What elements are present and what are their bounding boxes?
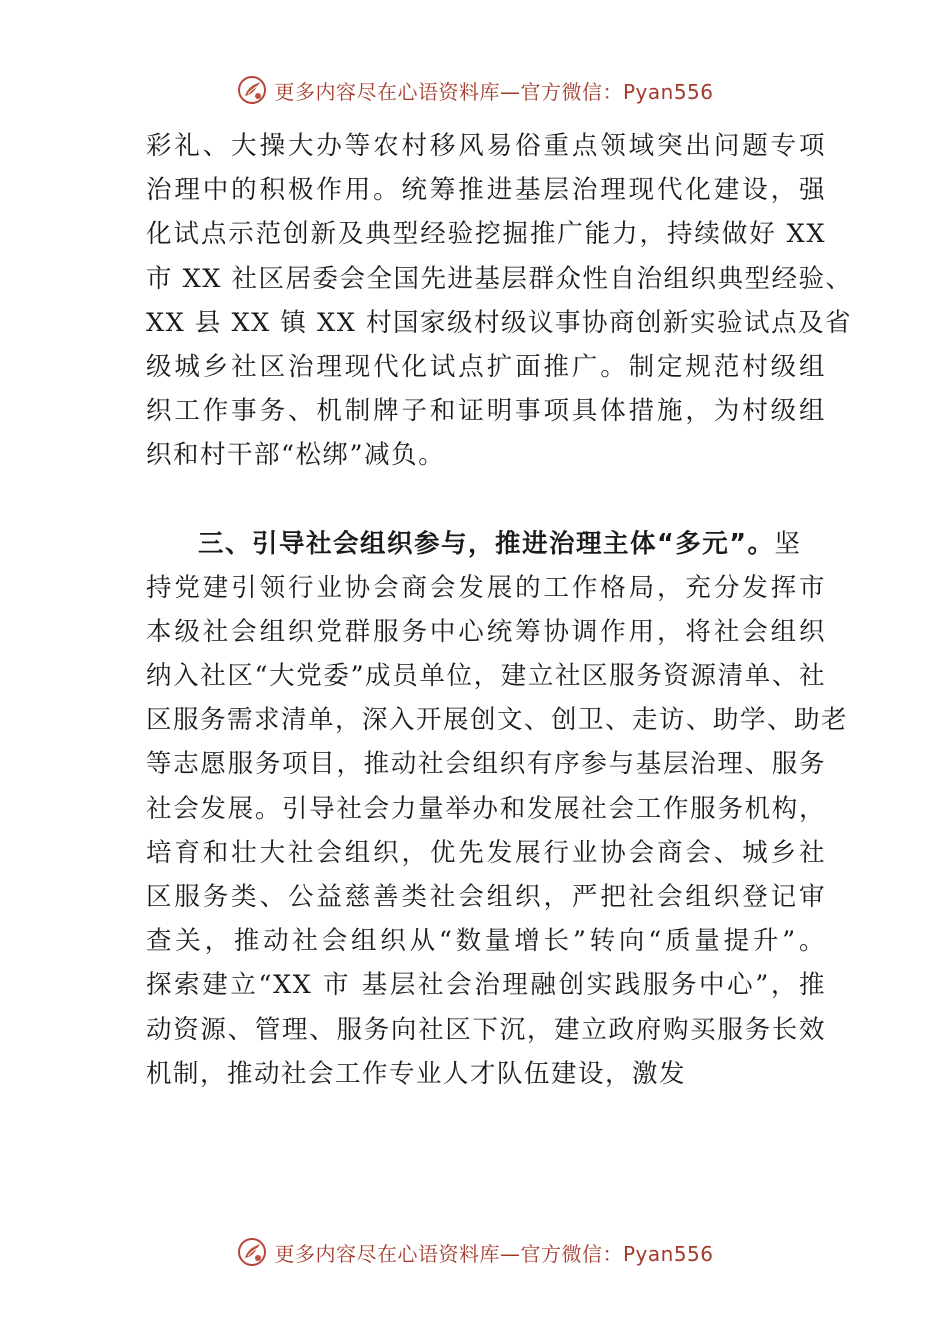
paragraph-line: 区服务类、公益慈善类社会组织，严把社会组织登记审	[146, 882, 826, 912]
footer-banner	[274, 1238, 713, 1267]
header-separator: —	[499, 79, 521, 104]
footer-wechat-id: Pyan556	[622, 1241, 714, 1266]
header-wechat-label: 官方微信：	[520, 79, 623, 104]
paragraph-line: 织工作事务、机制牌子和证明事项具体措施，为村级组	[146, 396, 826, 427]
paragraph-line: 等志愿服务项目，推动社会组织有序参与基层治理、服务	[146, 749, 826, 780]
flower-logo-icon	[236, 1236, 268, 1268]
header-banner	[274, 76, 713, 105]
paragraph-line: XX 县 XX 镇 XX 村国家级村级议事协商创新实验试点及省	[146, 307, 852, 338]
page-header	[0, 74, 950, 106]
paragraph-gap	[146, 478, 826, 522]
paragraph-line: 持党建引领行业协会商会发展的工作格局，充分发挥市	[146, 572, 826, 603]
paragraph-line: 动资源、管理、服务向社区下沉，建立政府购买服务长效	[146, 1014, 826, 1045]
section-heading: 三、引导社会组织参与，推进治理主体“多元”。	[198, 528, 775, 559]
paragraph-2	[146, 522, 849, 1096]
paragraph-line: 本级社会组织党群服务中心统筹协调作用，将社会组织	[146, 616, 826, 647]
footer-banner-text: 更多内容尽在心语资料库	[274, 1241, 500, 1266]
paragraph-1	[146, 124, 853, 478]
paragraph-line: 级城乡社区治理现代化试点扩面推广。制定规范村级组	[146, 351, 826, 382]
header-banner-text: 更多内容尽在心语资料库	[274, 79, 500, 104]
page-footer	[0, 1236, 950, 1268]
paragraph-line: 织和村干部“松绑”减负。	[146, 440, 446, 471]
paragraph-line: 区服务需求清单，深入开展创文、创卫、走访、助学、助老	[146, 705, 849, 736]
paragraph-line: 社会发展。引导社会力量举办和发展社会工作服务机构，	[146, 793, 826, 824]
header-wechat-id: Pyan556	[622, 79, 714, 104]
section-heading-tail: 坚	[774, 528, 802, 559]
footer-separator: —	[499, 1241, 521, 1266]
footer-wechat-label: 官方微信：	[520, 1241, 623, 1266]
paragraph-line: 治理中的积极作用。统筹推进基层治理现代化建设，强	[146, 175, 826, 206]
paragraph-line: 查关，推动社会组织从“数量增长”转向“质量提升”。	[146, 926, 826, 957]
section-heading-line	[146, 522, 826, 566]
paragraph-line: 培育和壮大社会组织，优先发展行业协会商会、城乡社	[146, 837, 826, 868]
paragraph-line: 化试点示范创新及典型经验挖掘推广能力，持续做好 XX	[146, 219, 826, 250]
document-body	[146, 124, 853, 1096]
paragraph-line: 纳入社区“大党委”成员单位，建立社区服务资源清单、社	[146, 661, 826, 692]
paragraph-line: 机制，推动社会工作专业人才队伍建设，激发	[146, 1058, 687, 1089]
paragraph-line: 市 XX 社区居委会全国先进基层群众性自治组织典型经验、	[146, 263, 853, 294]
paragraph-line: 探索建立“XX 市 基层社会治理融创实践服务中心”，推	[146, 970, 826, 1001]
paragraph-line: 彩礼、大操大办等农村移风易俗重点领域突出问题专项	[146, 131, 826, 161]
flower-logo-icon	[236, 74, 268, 106]
